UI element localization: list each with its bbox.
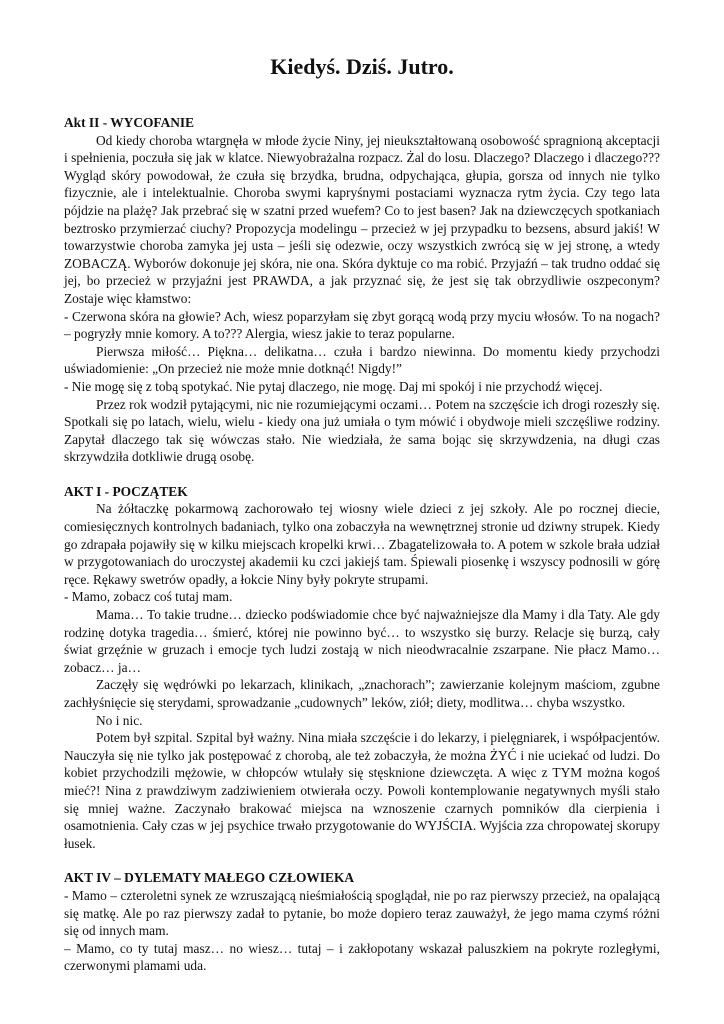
paragraph: Przez rok wodził pytającymi, nic nie rozumiejącymi oczami… Potem na szczęście ich drogi rozeszły się. Spotkali się po latach, wielu, wielu - kiedy ona już umiała o tym mówić i obydwoje mieli szczęśliwe rodziny. Zapytał dlaczego tak się wówczas stało. Nie wiedziała, że sama bojąc się skrzywdzenia, na długi czas skrzywdziła dotkliwie drugą osobę. (64, 396, 660, 465)
paragraph: Na żółtaczkę pokarmową zachorowało tej wiosny wiele dzieci z jej szkoły. Ale po rocznej diecie, comiesięcznych kontrolnych badaniach, tylko ona zobaczyła na wewnętrznej stronie ud dziwny strupek. Kiedy go zdrapała pojawiły się w kilku miejscach kropelki krwi… Zbagatelizowała to. A potem w szkole brała udział w przygotowaniach do uroczystej akademii ku czci jakiejś tam. Śpiewali piosenkę i wszyscy podnosili w górę ręce. Rękawy swetrów opadły, a łokcie Niny były pokryte strupami. (64, 501, 660, 587)
paragraph: Mama… To takie trudne… dziecko podświadomie chce być najważniejsze dla Mamy i dla Taty. Ale gdy rodzinę dotyka tragedia… śmierć, której nie powinno być… to wszystko się burzy. Relacje się burzą, cały świat grzęźnie w gruzach i emocje tych ludzi zostają w nich nieodwracalnie zszarpane. Nie płacz Mamo… zobacz… ja… (64, 607, 660, 675)
section-heading: Akt II - WYCOFANIE (64, 115, 195, 130)
dialogue-line: - Mamo, zobacz coś tutaj mam. (64, 589, 233, 605)
paragraph: Potem był szpital. Szpital był ważny. Nina miała szczęście i do lekarzy, i pielęgniarek, i współpacjentów. Nauczyła się nie tylko jak postępować z chorobą, ale też zobaczyła, że można ŻYĆ i nie uciekać od ludzi. Do kobiet przychodzili mężowie, w chłopców wtulały się stęsknione dziewczęta. A więc z TYM można kogoś mieć?! Nina z prawdziwym zadziwieniem otwierała oczy. Powoli kontemplowanie negatywnych myśli stało się mniej ważne. Zaczynało brakować miejsca na wznoszenie czarnych pomników dla cierpienia i osamotnienia. Cały czas w jej psychice trwało przygotowanie do WYJŚCIA. Wyjścia zza chropowatej skorupy łusek. (64, 730, 660, 851)
section-heading: AKT IV – DYLEMATY MAŁEGO CZŁOWIEKA (64, 870, 355, 886)
section-act-1 (64, 483, 660, 852)
section-heading: AKT I - POCZĄTEK (64, 483, 188, 499)
dialogue-line: - Nie mogę się z tobą spotykać. Nie pytaj dlaczego, nie mogę. Daj mi spokój i nie przychodź więcej. (64, 378, 603, 394)
document-title: Kiedyś. Dziś. Jutro. (270, 54, 454, 79)
section-act-2 (64, 114, 660, 466)
section-act-4 (64, 869, 660, 975)
dialogue-line: - Mamo – czteroletni synek ze wzruszającą nieśmiałością spoglądał, nie po raz pierwszy przecież, na opalającą się matkę. Ale po raz pierwszy zadał to pytanie, bo może dopiero teraz zauważył, że jego mama czymś różni się od innych mam. (64, 887, 660, 939)
dialogue-line: – Mamo, co ty tutaj masz… no wiesz… tutaj – i zakłopotany wskazał paluszkiem na pokryte rozległymi, czerwonymi plamami uda. (64, 940, 660, 974)
paragraph: Od kiedy choroba wtargnęła w młode życie Niny, jej nieukształtowaną osobowość spragnioną akceptacji i spełnienia, poczuła się jak w klatce. Niewyobrażalna rozpacz. Żal do losu. Dlaczego? Dlaczego i dlaczego??? Wygląd skóry powodował, że czuła się brzydka, brudna, odpychająca, głupia, gorsza od innych nie tylko fizycznie, ale i intelektualnie. Choroba swymi kapryśnymi postaciami wyznacza rytm życia. Czy tego lata pójdzie na plażę? Jak przebrać się w szatni przed wuefem? Co to jest basen? Jak na dziewczęcych spotkaniach beztrosko przymierzać ciuchy? Propozycja modelingu – przecież w jej przypadku to bezsens, absurd jakiś! W towarzystwie choroba zamyka jej usta – jeśli się odezwie, oczy wszystkich zwrócą się w jej stronę, a wtedy ZOBACZĄ. Wyborów dokonuje jej skóra, nie ona. Skóra dyktuje co ma robić. Przyjaźń – tak trudno oddać się jej, bo przecież w przyjaźni jest PRAWDA, a jak przyznać się, że jest się tak obrzydliwie oszpeconym? Zostaje więc kłamstwo: (64, 132, 660, 306)
paragraph: Zaczęły się wędrówki po lekarzach, klinikach, „znachorach”; zawierzanie kolejnym maściom, zgubne zachłyśnięcie się sterydami, sprowadzanie „cudownych” leków, ziół; diety, modlitwa… chyba wszystko. (64, 677, 660, 710)
paragraph: No i nic. (96, 712, 143, 728)
paragraph: Pierwsza miłość… Piękna… delikatna… czuła i bardzo niewinna. Do momentu kiedy przychodzi uświadomienie: „On przecież nie może mnie dotknąć! Nigdy!” (64, 343, 660, 377)
dialogue-line: - Czerwona skóra na głowie? Ach, wiesz poparzyłam się zbyt gorącą wodą przy myciu włosów. To na nogach? – pogryzły mnie komory. A to??? Alergia, wiesz jakie to teraz popularne. (64, 308, 660, 342)
